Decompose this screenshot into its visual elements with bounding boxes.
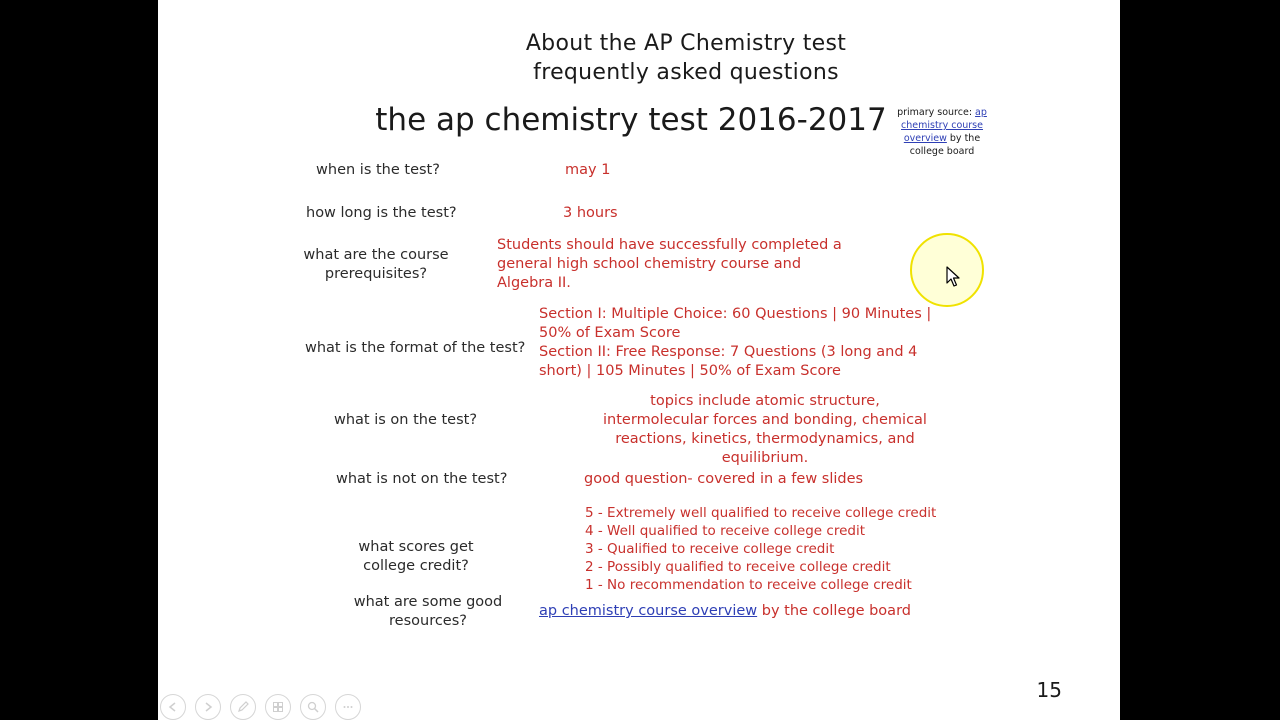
more-options-button[interactable] [335, 694, 361, 720]
see-all-slides-button[interactable] [265, 694, 291, 720]
answer-prerequisites: Students should have successfully completed a general high school chemistry course and Algebra II. [497, 237, 842, 291]
answer-not-on-test: good question- covered in a few slides [584, 471, 864, 487]
answer-on-test: topics include atomic structure, intermolecular forces and bonding, chemical reactions, kinetics, thermodynamics, and equilibrium. [603, 393, 927, 466]
answer-format-section-1: Section I: Multiple Choice: 60 Questions | 90 Minutes | 50% of Exam Score [539, 306, 932, 341]
next-slide-button[interactable] [195, 694, 221, 720]
slide [158, 0, 1120, 720]
mouse-pointer-icon [946, 266, 960, 288]
zoom-icon [307, 701, 319, 713]
slide-title-line-1: About the AP Chemistry test [525, 31, 847, 56]
next-icon [202, 701, 214, 713]
question-on-test: what is on the test? [334, 412, 478, 428]
score-2: 2 - Possibly qualified to receive college credit [585, 559, 891, 575]
score-1: 1 - No recommendation to receive college credit [585, 577, 912, 593]
resources-link[interactable]: ap chemistry course overview [539, 603, 758, 619]
primary-source-note [896, 106, 988, 158]
more-icon [342, 701, 354, 713]
source-prefix: primary source: [897, 107, 976, 118]
score-5: 5 - Extremely well qualified to receive college credit [585, 505, 937, 521]
score-4: 4 - Well qualified to receive college credit [585, 523, 865, 539]
answer-when: may 1 [565, 162, 611, 178]
pen-tool-button[interactable] [230, 694, 256, 720]
slide-heading: the ap chemistry test 2016-2017 [375, 102, 887, 138]
previous-icon [167, 701, 179, 713]
question-resources: what are some good resources? [353, 594, 503, 629]
question-how-long: how long is the test? [306, 205, 457, 221]
previous-slide-button[interactable] [160, 694, 186, 720]
answer-format-section-2: Section II: Free Response: 7 Questions (3 long and 4 short) | 105 Minutes | 50% of Exam Score [539, 344, 918, 379]
slideshow-toolbar [160, 694, 361, 720]
question-prerequisites: what are the course prerequisites? [303, 247, 449, 282]
question-format: what is the format of the test? [305, 340, 526, 356]
zoom-button[interactable] [300, 694, 326, 720]
slides-icon [272, 701, 284, 713]
page-number: 15 [1036, 678, 1062, 702]
answer-how-long: 3 hours [563, 205, 618, 221]
slide-title-line-2: frequently asked questions [533, 60, 839, 85]
source-link[interactable]: ap chemistry course overview [901, 107, 987, 144]
question-not-on-test: what is not on the test? [336, 471, 508, 487]
score-3: 3 - Qualified to receive college credit [585, 541, 835, 557]
pen-icon [237, 701, 249, 713]
source-suffix: by the college board [909, 133, 981, 157]
answer-resources [539, 602, 911, 621]
question-scores: what scores get college credit? [358, 539, 474, 574]
scores-list [585, 504, 936, 594]
question-when: when is the test? [316, 162, 440, 178]
resources-suffix: by the college board [757, 603, 911, 619]
